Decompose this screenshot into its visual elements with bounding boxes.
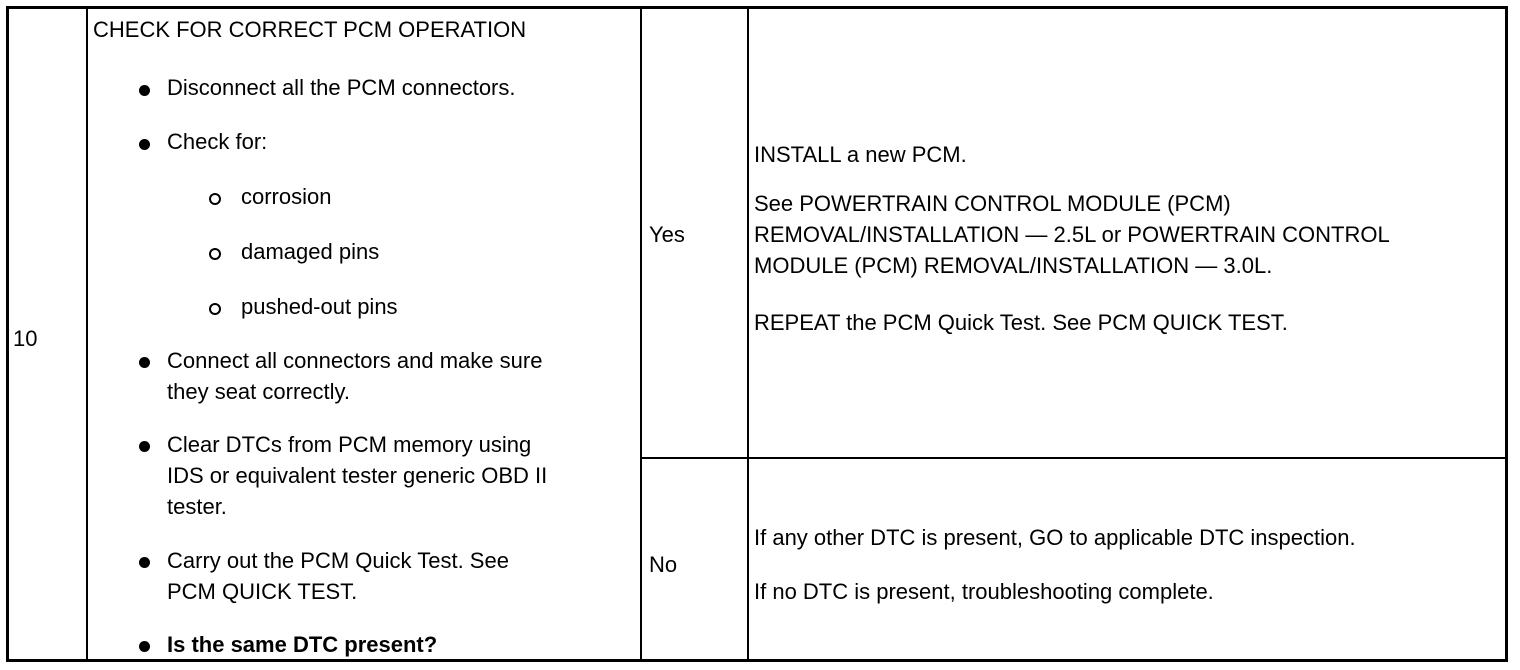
- step-item: Connect all connectors and make sure: [167, 348, 543, 373]
- step-item-continued: IDS or equivalent tester generic OBD II: [167, 463, 548, 488]
- step-item: Disconnect all the PCM connectors.: [167, 75, 516, 100]
- diagnostic-step-table: [6, 6, 1508, 662]
- bullet-dot-icon: [139, 85, 150, 96]
- yes-action: INSTALL a new PCM.: [754, 142, 967, 167]
- yes-repeat: REPEAT the PCM Quick Test. See PCM QUICK TEST.: [754, 310, 1288, 335]
- yes-reference-continued: MODULE (PCM) REMOVAL/INSTALLATION — 3.0L.: [754, 253, 1273, 278]
- bullet-ring-icon: [209, 193, 221, 205]
- no-label: No: [649, 552, 678, 577]
- column-divider: [640, 9, 642, 659]
- sub-item: corrosion: [241, 184, 332, 209]
- sub-item: damaged pins: [241, 239, 380, 264]
- bullet-ring-icon: [209, 303, 221, 315]
- test-title: CHECK FOR CORRECT PCM OPERATION: [93, 17, 527, 42]
- bullet-dot-icon: [139, 139, 150, 150]
- yes-reference-continued: REMOVAL/INSTALLATION — 2.5L or POWERTRAIN CONTROL: [754, 222, 1390, 247]
- row-divider: [640, 457, 1505, 459]
- bullet-ring-icon: [209, 248, 221, 260]
- bullet-dot-icon: [139, 441, 150, 452]
- step-item: Clear DTCs from PCM memory using: [167, 432, 532, 457]
- yes-reference: See POWERTRAIN CONTROL MODULE (PCM): [754, 191, 1231, 216]
- step-item-continued: tester.: [167, 494, 227, 519]
- column-divider: [86, 9, 88, 659]
- no-action: If any other DTC is present, GO to applicable DTC inspection.: [754, 525, 1356, 550]
- yes-label: Yes: [649, 222, 685, 247]
- question-item: Is the same DTC present?: [167, 632, 438, 657]
- sub-item: pushed-out pins: [241, 294, 398, 319]
- step-item: Carry out the PCM Quick Test. See: [167, 548, 509, 573]
- no-action: If no DTC is present, troubleshooting complete.: [754, 579, 1214, 604]
- step-item: Check for:: [167, 129, 268, 154]
- bullet-dot-icon: [139, 557, 150, 568]
- bullet-dot-icon: [139, 641, 150, 652]
- column-divider: [747, 9, 749, 659]
- step-item-continued: PCM QUICK TEST.: [167, 579, 358, 604]
- step-number: 10: [13, 326, 38, 351]
- step-item-continued: they seat correctly.: [167, 379, 350, 404]
- bullet-dot-icon: [139, 357, 150, 368]
